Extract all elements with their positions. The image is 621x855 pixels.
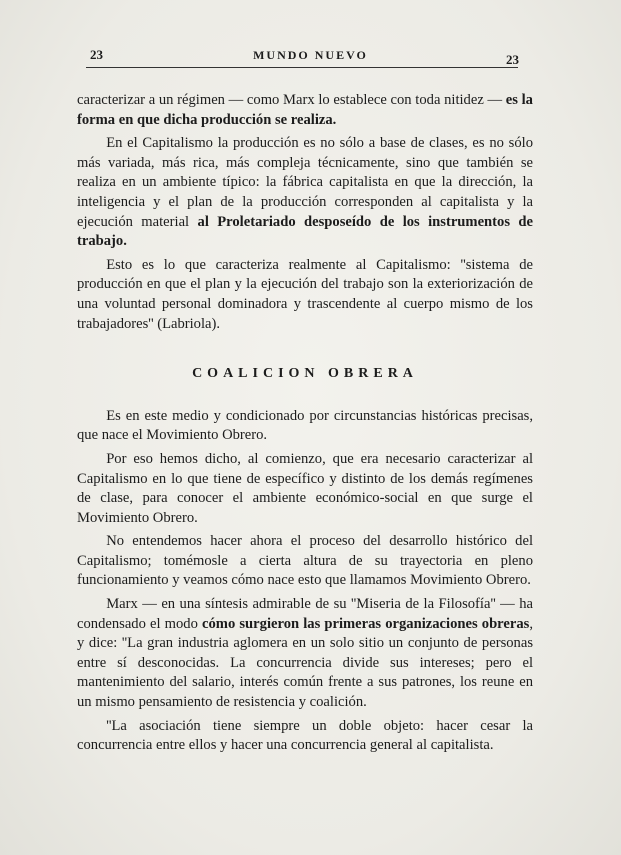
paragraph-8 <box>77 717 533 756</box>
header-rule <box>86 67 518 68</box>
paragraph-5 <box>77 450 533 528</box>
page-number-right: 23 <box>506 52 519 67</box>
p7-text-b: , y dice: ''La gran industria aglomera en un solo sitio un conjunto de personas entre sí desconocidas. La concurrencia divide sus intereses; pero el mantenimiento del salario, interés común frente a sus patrones, los reune en un mismo pensamiento de resistencia y coalición. <box>77 615 533 711</box>
page-header <box>0 44 621 74</box>
p8-text: ''La asociación tiene siempre un doble objeto: hacer cesar la concurrencia entre ellos y hacer una concurrencia general al capitalista. <box>77 717 533 754</box>
p3-text: Esto es lo que caracteriza realmente al Capitalismo: ''sistema de producción en que el plan y la ejecución del trabajo son la exteriorización de una voluntad personal dominadora y trascendente al cuerpo mismo de los trabajadores'' (Labriola). <box>77 256 533 332</box>
p2-bold: al Proletariado desposeído de los instrumentos de trabajo. <box>77 213 533 250</box>
body-text <box>77 91 533 756</box>
paragraph-6 <box>77 532 533 591</box>
p1-bold: es la forma en que dicha producción se realiza. <box>77 92 533 128</box>
p6-text: No entendemos hacer ahora el proceso del desarrollo histórico del Capitalismo; tomémosle a cierta altura de su trayectoria en pleno funcionamiento y veamos cómo nace esto que llamamos Movimiento Obrero. <box>77 533 533 589</box>
p5-text: Por eso hemos dicho, al comienzo, que era necesario caracterizar al Capitalismo en lo que tiene de específico y distinto de los demás regímenes de clase, para conocer el ambiente económico-social en que surge el Movimiento Obrero. <box>77 450 533 526</box>
paragraph-3 <box>77 256 533 334</box>
p7-bold: cómo surgieron las primeras organizaciones obreras <box>202 615 530 632</box>
paragraph-1 <box>77 91 533 130</box>
page-number-left: 23 <box>90 47 103 62</box>
running-title: MUNDO NUEVO <box>253 48 368 62</box>
p2-text: En el Capitalismo la producción es no sólo a base de clases, es no sólo más variada, más rica, más compleja técnicamente, sino que también se realiza en un ambiente típico: la fábrica capitalista en que la dirección, la inteligencia y el plan de la producción corresponden al capitalista y la ejecución material <box>77 135 533 230</box>
p1-text: caracterizar a un régimen — como Marx lo establece con toda nitidez — <box>77 92 506 108</box>
paragraph-4 <box>77 407 533 446</box>
section-heading: COALICION OBRERA <box>192 366 418 382</box>
paragraph-2 <box>77 134 533 252</box>
p4-text: Es en este medio y condicionado por circunstancias históricas precisas, que nace el Movimiento Obrero. <box>77 407 533 444</box>
paragraph-7 <box>77 595 533 713</box>
p7-text-a: Marx — en una síntesis admirable de su ''Miseria de la Filosofía'' — ha condensado el modo <box>77 596 533 632</box>
